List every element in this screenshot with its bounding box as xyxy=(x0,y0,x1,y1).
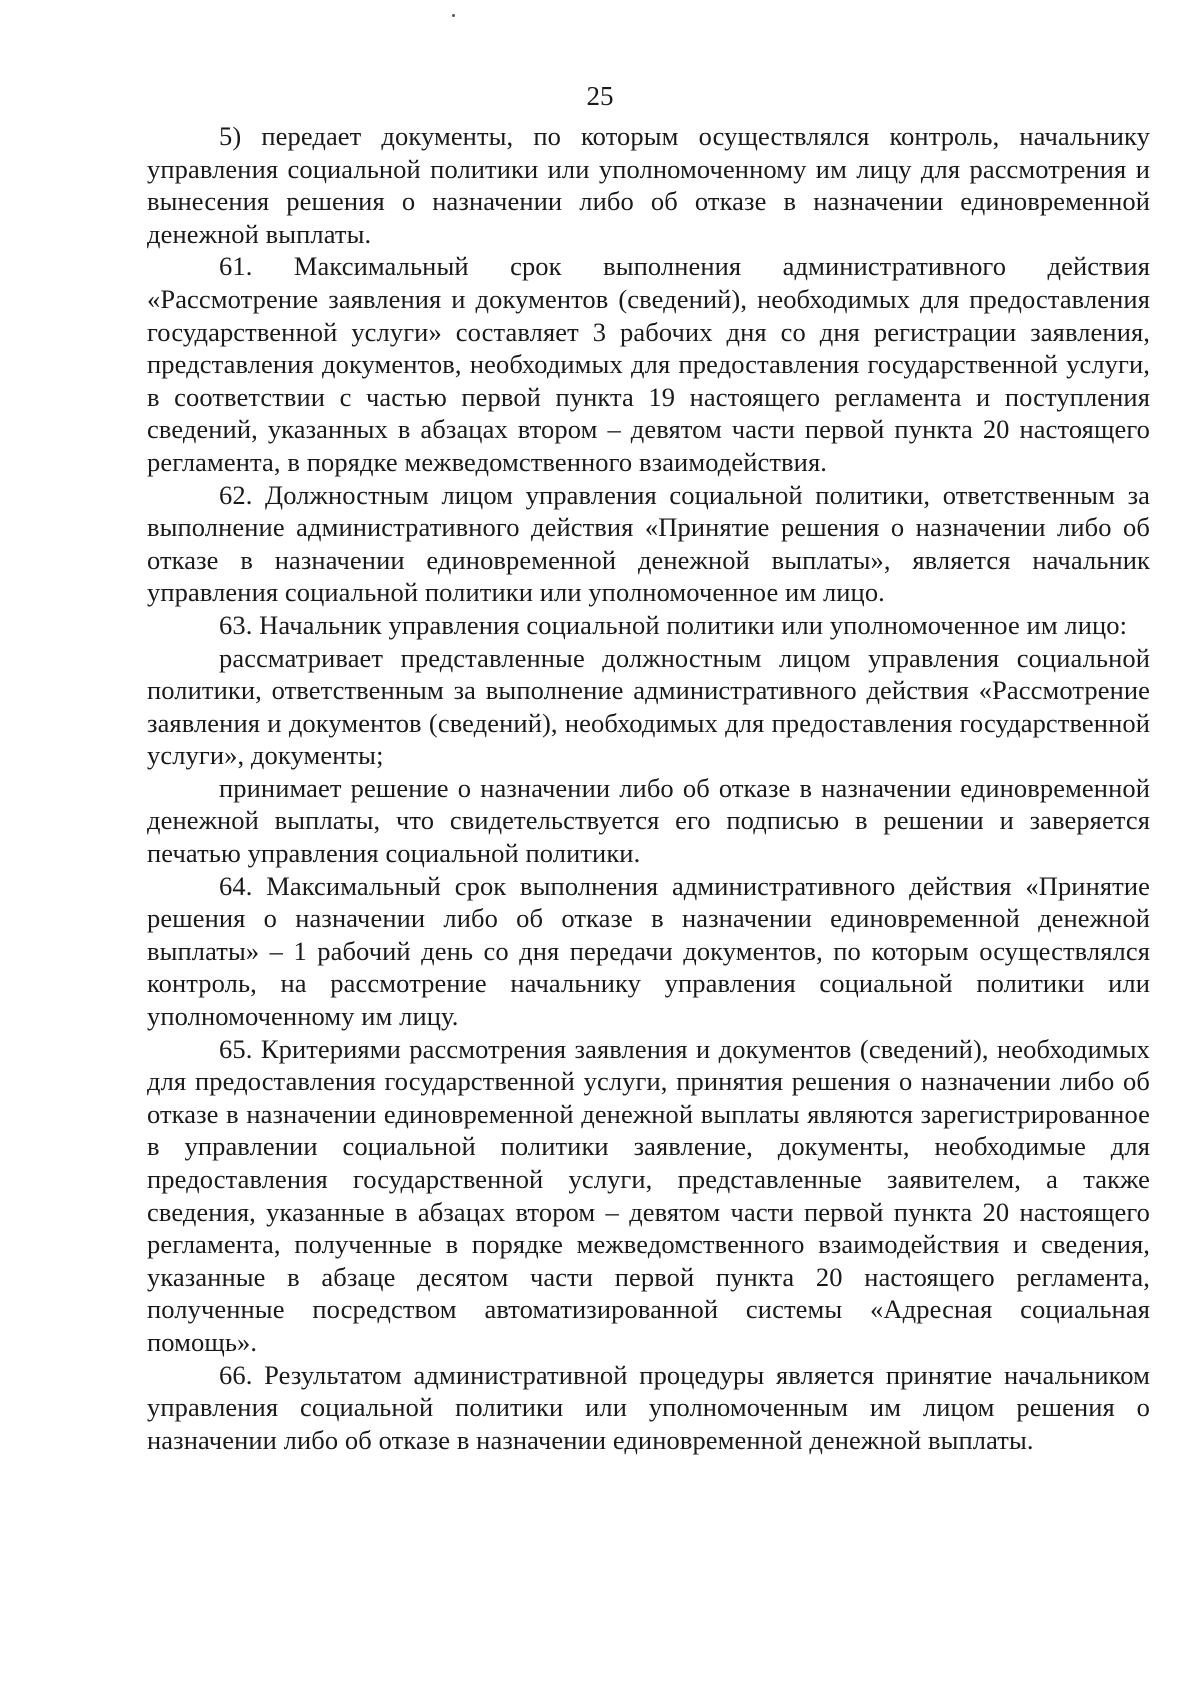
scan-speck xyxy=(452,14,455,17)
paragraph-63-clause-2: принимает решение о назначении либо об отказе в назначении единовременной денежной выплаты, что свидетельствуется его подписью в решении и заверяется печатью управления социальной политики. xyxy=(147,772,1150,869)
paragraph-item-5: 5) передает документы, по которым осуществлялся контроль, начальнику управления социальной политики или уполномоченному им лицу для рассмотрения и вынесения решения о назначении либо об отказе в назначении единовременной денежной выплаты. xyxy=(147,121,1150,249)
paragraph-66: 66. Результатом административной процедуры является принятие начальником управления социальной политики или уполномоченным им лицом решения о назначении либо об отказе в назначении единовременной денежной выплаты. xyxy=(147,1359,1150,1455)
paragraph-64: 64. Максимальный срок выполнения административного действия «Принятие решения о назначении либо об отказе в назначении единовременной денежной выплаты» – 1 рабочий день со дня передачи документов, по которым осуществлялся контроль, на рассмотрение начальнику управления социальной политики или уполномоченному им лицу. xyxy=(147,870,1150,1032)
paragraph-61: 61. Максимальный срок выполнения административного действия «Рассмотрение заявления и документов (сведений), необходимых для предоставления государственной услуги» составляет 3 рабочих дня со дня регистрации заявления, представления документов, необходимых для предоставления государственной услуги, в соответствии с частью первой пункта 19 настоящего регламента и поступления сведений, указанных в абзацах втором – девятом части первой пункта 20 настоящего регламента, в порядке межведомственного взаимодействия. xyxy=(147,251,1150,477)
paragraph-63: 63. Начальник управления социальной политики или уполномоченное им лицо: xyxy=(219,609,1128,640)
paragraph-65: 65. Критериями рассмотрения заявления и документов (сведений), необходимых для предоставления государственной услуги, принятия решения о назначении либо об отказе в назначении единовременной денежной выплаты являются зарегистрированное в управлении социальной политики заявление, документы, необходимые для предоставления государственной услуги, представленные заявителем, а также сведения, указанные в абзацах втором – девятом части первой пункта 20 настоящего регламента, полученные в порядке межведомственного взаимодействия и сведения, указанные в абзаце десятом части первой пункта 20 настоящего регламента, полученные посредством автоматизированной системы «Адресная социальная помощь». xyxy=(147,1033,1150,1357)
paragraph-62: 62. Должностным лицом управления социальной политики, ответственным за выполнение административного действия «Принятие решения о назначении либо об отказе в назначении единовременной денежной выплаты», является начальник управления социальной политики или уполномоченное им лицо. xyxy=(147,479,1150,608)
page-number: 25 xyxy=(586,81,614,111)
document-body xyxy=(147,120,1150,1456)
paragraph-63-clause-1: рассматривает представленные должностным лицом управления социальной политики, ответственным за выполнение административного действия «Рассмотрение заявления и документов (сведений), необходимых для предоставления государственной услуги», документы; xyxy=(147,642,1150,771)
